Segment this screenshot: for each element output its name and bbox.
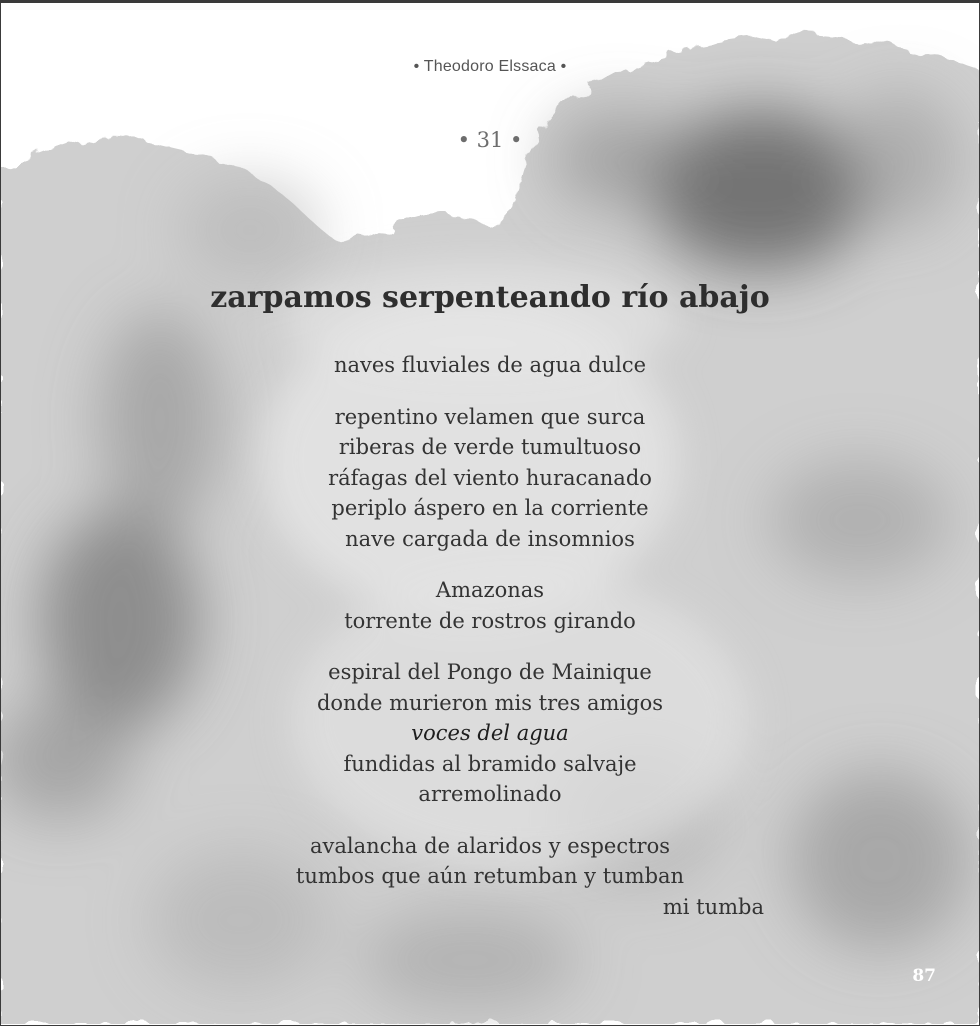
poem-line: donde murieron mis tres amigos bbox=[316, 690, 664, 715]
poem-line: espiral del Pongo de Mainique bbox=[328, 660, 652, 684]
poem-line: mi tumba bbox=[662, 894, 764, 919]
poem-body bbox=[0, 350, 980, 943]
poem-line: naves fluviales de agua dulce bbox=[333, 353, 647, 377]
poem-title: zarpamos serpenteando río abajo bbox=[210, 280, 770, 315]
poem-line: repentino velamen que surca bbox=[334, 404, 646, 429]
stanza bbox=[0, 575, 980, 636]
stanza bbox=[0, 831, 980, 923]
poem-line: avalancha de alaridos y espectros bbox=[309, 833, 670, 858]
poem-line: arremolinado bbox=[418, 782, 562, 806]
poem-line: Amazonas bbox=[435, 578, 545, 602]
poem-line: torrente de rostros girando bbox=[344, 608, 636, 633]
poem-number: • 31 • bbox=[457, 128, 523, 152]
running-header-author: • Theodoro Elssaca • bbox=[413, 58, 567, 75]
stanza bbox=[0, 657, 980, 810]
stanza bbox=[0, 350, 980, 381]
poem-line: tumbos que aún retumban y tumban bbox=[295, 864, 685, 888]
page-number: 87 bbox=[912, 966, 936, 986]
poem-line: voces del agua bbox=[411, 721, 569, 745]
poem-line: riberas de verde tumultuoso bbox=[338, 435, 642, 459]
poem-line: periplo áspero en la corriente bbox=[331, 496, 649, 520]
poem-line: ráfagas del viento huracanado bbox=[328, 465, 652, 490]
poem-line: fundidas al bramido salvaje bbox=[343, 751, 637, 776]
poem-line: nave cargada de insomnios bbox=[345, 526, 635, 551]
stanza bbox=[0, 402, 980, 555]
